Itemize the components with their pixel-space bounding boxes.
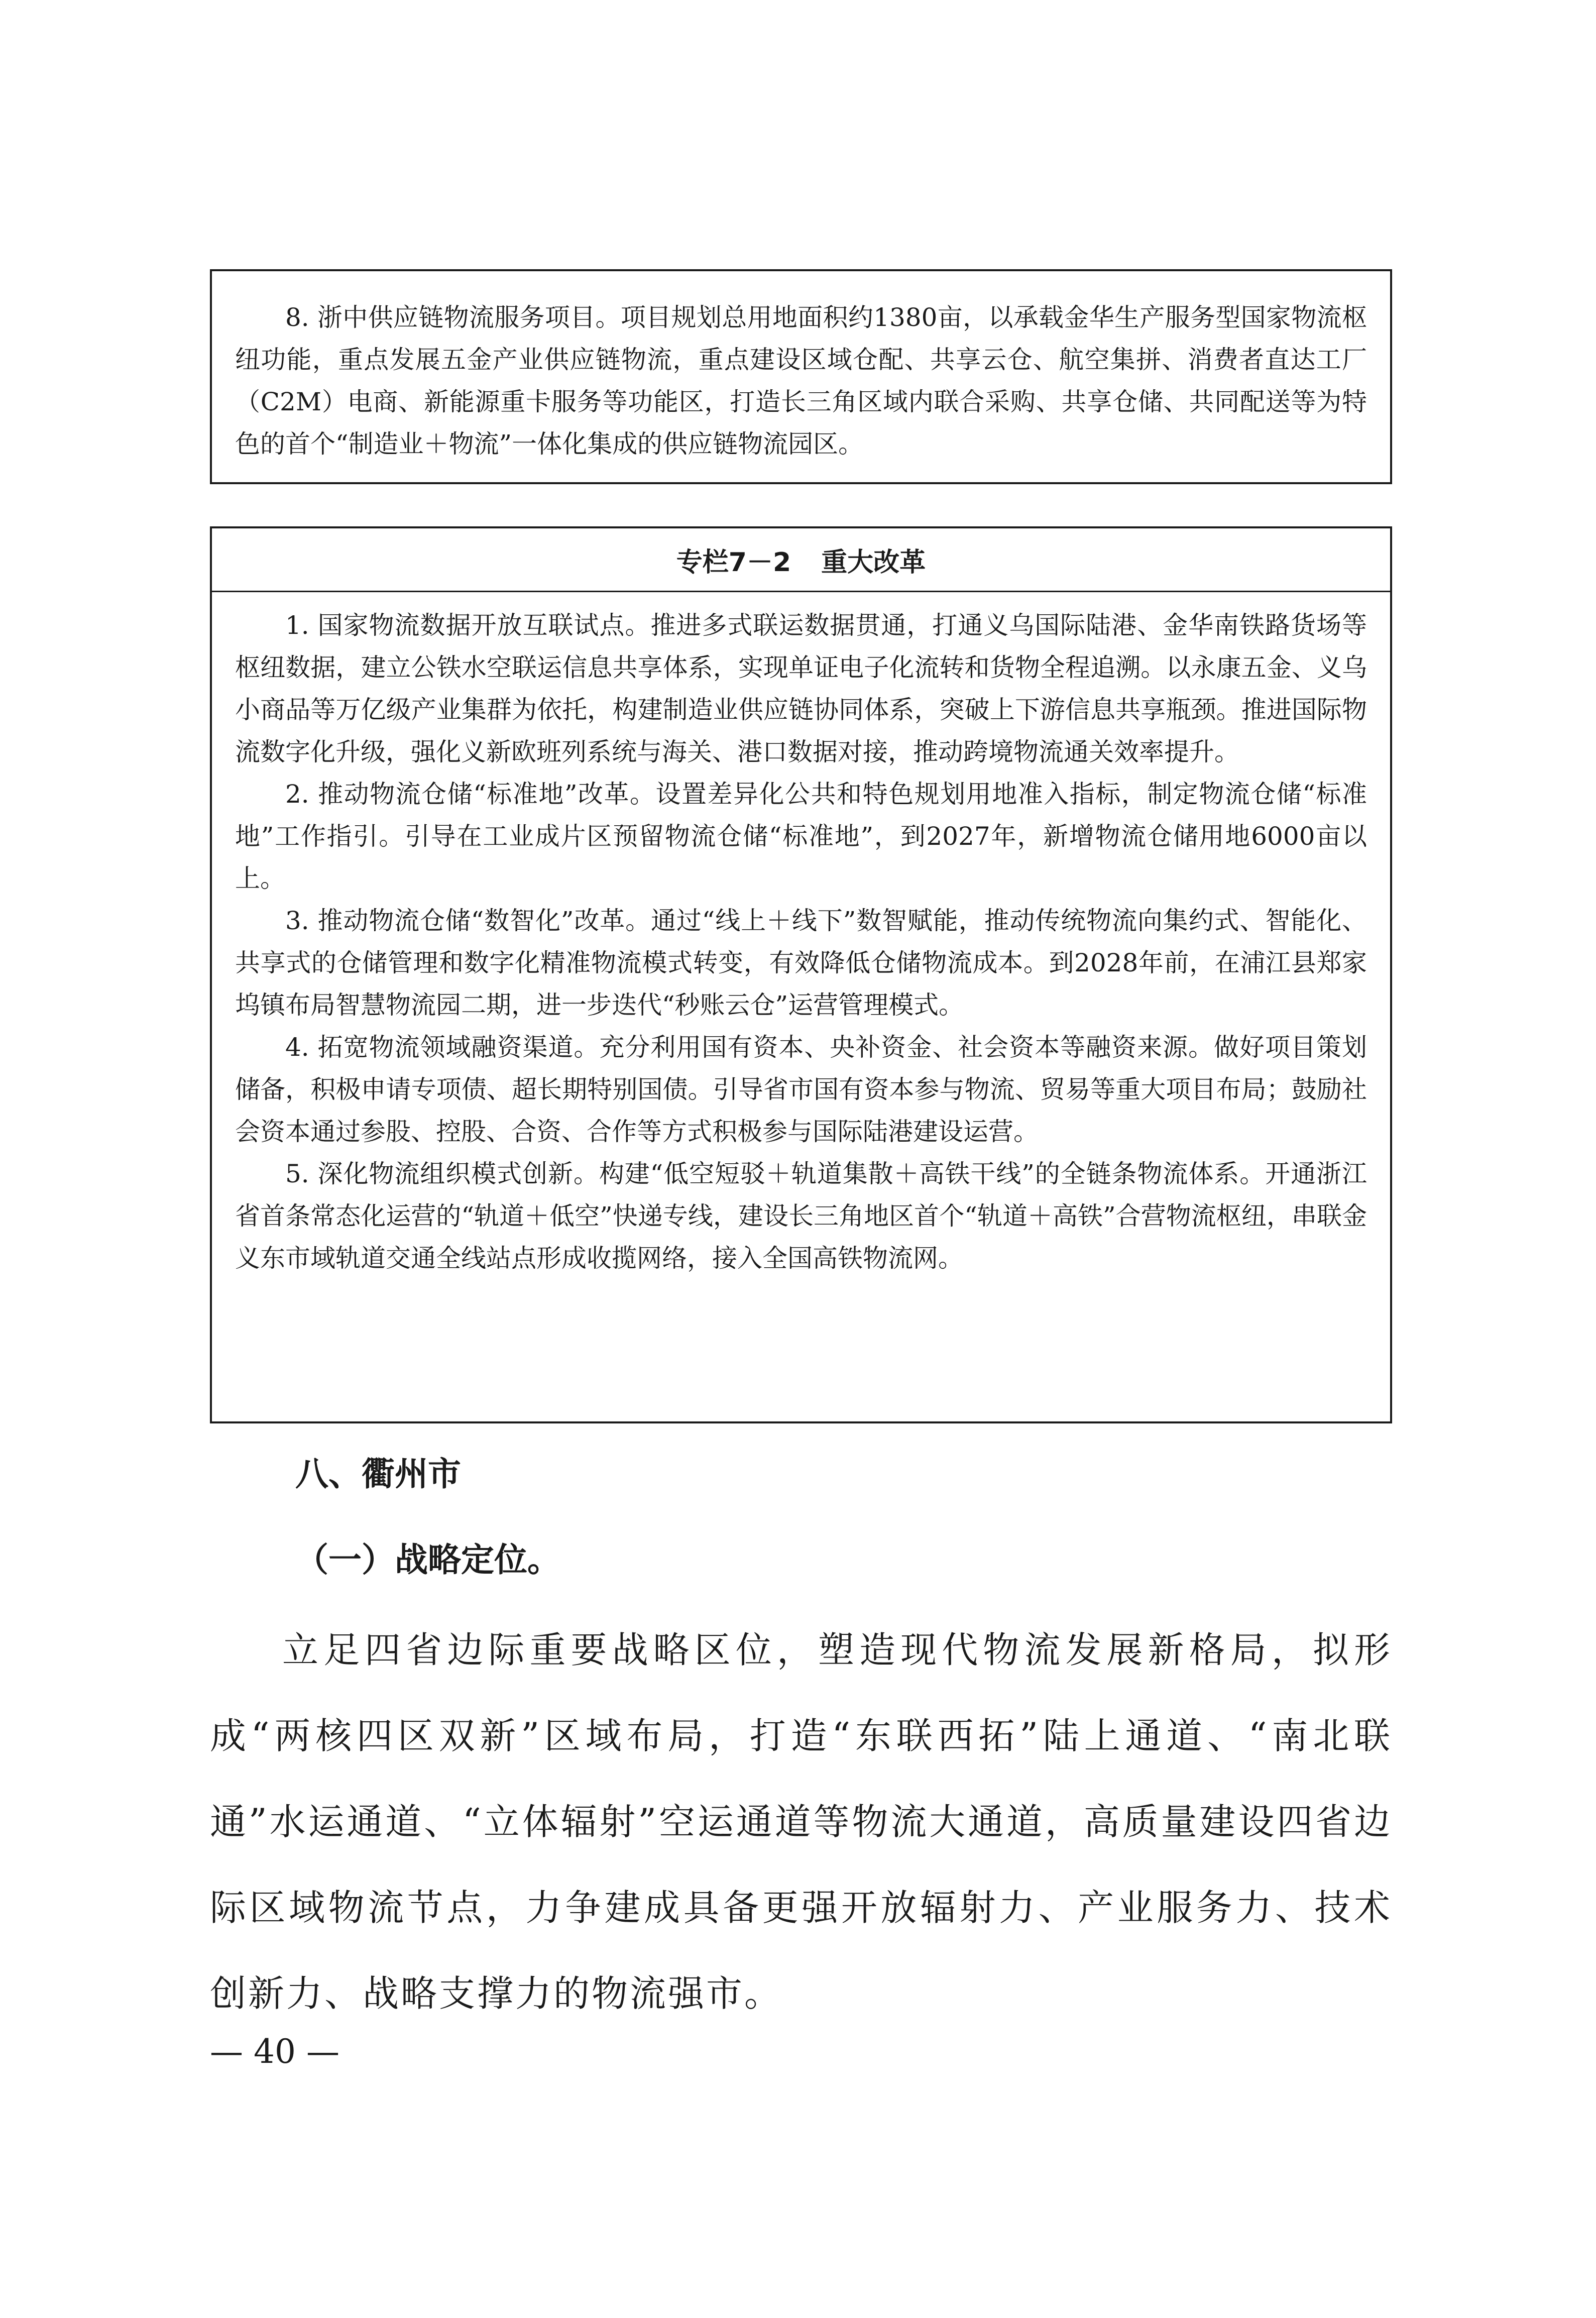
column-title <box>212 528 1390 592</box>
column-number: 专栏7－2 <box>676 547 791 578</box>
section-heading: 八、衢州市 <box>295 1455 461 1493</box>
project-box <box>210 269 1392 484</box>
reform-item-3: 3. 推动物流仓储“数智化”改革。通过“线上＋线下”数智赋能，推动传统物流向集约式、智能化、共享式的仓储管理和数字化精准物流模式转变，有效降低仓储物流成本。到2028年前，在浦江县郑家坞镇布局智慧物流园二期，进一步迭代“秒账云仓”运营管理模式。 <box>235 906 1367 1020</box>
project-paragraph-8: 8. 浙中供应链物流服务项目。项目规划总用地面积约1380亩，以承载金华生产服务型国家物流枢纽功能，重点发展五金产业供应链物流，重点建设区域仓配、共享云仓、航空集拼、消费者直达工厂（C2M）电商、新能源重卡服务等功能区，打造长三角区域内联合采购、共享仓储、共同配送等为特色的首个“制造业＋物流”一体化集成的供应链物流园区。 <box>235 303 1367 459</box>
reform-item-1: 1. 国家物流数据开放互联试点。推进多式联运数据贯通，打通义乌国际陆港、金华南铁路货场等枢纽数据，建立公铁水空联运信息共享体系，实现单证电子化流转和货物全程追溯。以永康五金、义乌小商品等万亿级产业集群为依托，构建制造业供应链协同体系，突破上下游信息共享瓶颈。推进国际物流数字化升级，强化义新欧班列系统与海关、港口数据对接，推动跨境物流通关效率提升。 <box>235 611 1367 766</box>
section-body-paragraph: 立足四省边际重要战略区位，塑造现代物流发展新格局，拟形成“两核四区双新”区域布局，打造“东联西拓”陆上通道、“南北联通”水运通道、“立体辐射”空运通道等物流大通道，高质量建设四省边际区域物流节点，力争建成具备更强开放辐射力、产业服务力、技术创新力、战略支撑力的物流强市。 <box>210 1629 1392 2015</box>
column-title-text: 重大改革 <box>821 547 926 578</box>
reform-item-2: 2. 推动物流仓储“标准地”改革。设置差异化公共和特色规划用地准入指标，制定物流仓储“标准地”工作指引。引导在工业成片区预留物流仓储“标准地”，到2027年，新增物流仓储用地6000亩以上。 <box>235 780 1367 893</box>
section-subheading: （一）战略定位。 <box>295 1540 560 1579</box>
special-column-box <box>210 526 1392 1423</box>
column-body <box>212 592 1390 1279</box>
page-number: — 40 — <box>210 2032 339 2071</box>
reform-item-5: 5. 深化物流组织模式创新。构建“低空短驳＋轨道集散＋高铁干线”的全链条物流体系。开通浙江省首条常态化运营的“轨道＋低空”快递专线，建设长三角地区首个“轨道＋高铁”合营物流枢纽，串联金义东市域轨道交通全线站点形成收揽网络，接入全国高铁物流网。 <box>235 1159 1367 1273</box>
reform-item-4: 4. 拓宽物流领域融资渠道。充分利用国有资本、央补资金、社会资本等融资来源。做好项目策划储备，积极申请专项债、超长期特别国债。引导省市国有资本参与物流、贸易等重大项目布局；鼓励社会资本通过参股、控股、合资、合作等方式积极参与国际陆港建设运营。 <box>235 1033 1367 1146</box>
